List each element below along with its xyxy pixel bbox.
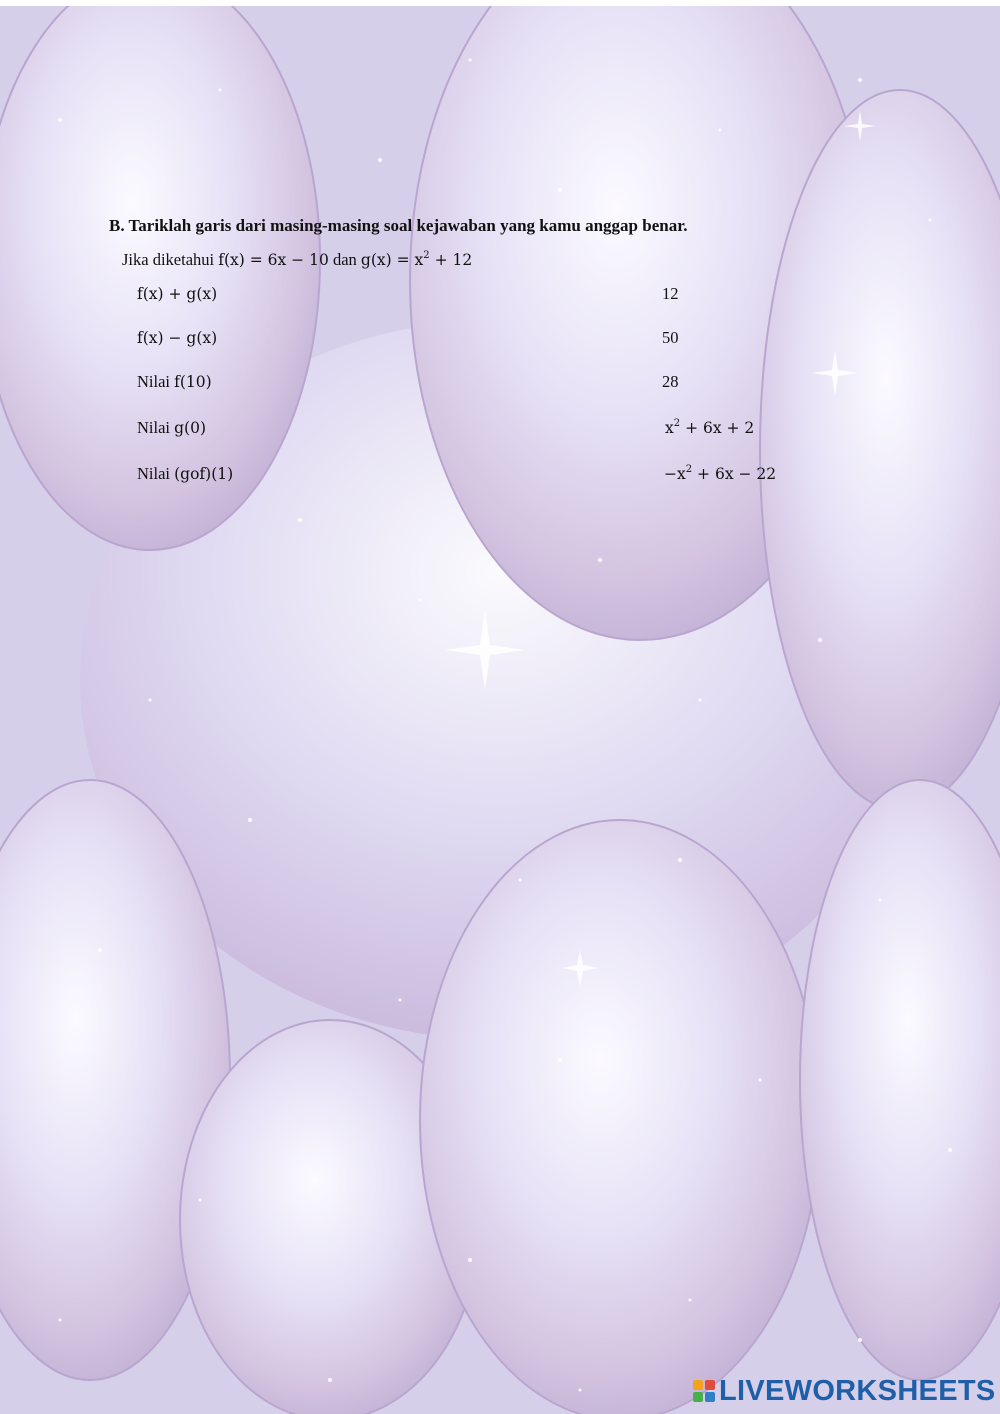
answer-rest: + 6x + 2 [685, 419, 755, 437]
answer-item[interactable] [662, 328, 679, 348]
answer-item[interactable] [665, 418, 754, 437]
section-title: B. Tariklah garis dari masing-masing soal kejawaban yang kamu anggap benar. [109, 216, 688, 235]
g-def-base: g(x) = x [360, 251, 424, 269]
answer-item[interactable] [662, 284, 679, 304]
intro-connector: dan [332, 250, 357, 269]
answer-base: −x [664, 465, 686, 483]
answer-rest: + 6x − 22 [697, 465, 777, 483]
answer-text: 28 [662, 372, 679, 391]
g-def-exponent: 2 [423, 250, 430, 261]
answer-item[interactable] [662, 372, 679, 392]
question-item[interactable] [137, 372, 212, 392]
problem-statement [122, 250, 472, 270]
logo-tile [693, 1380, 703, 1390]
answer-item[interactable] [664, 464, 776, 483]
question-math: g(0) [174, 419, 207, 437]
question-item[interactable] [137, 418, 206, 438]
question-item[interactable] [137, 328, 217, 348]
g-def-rest: + 12 [434, 251, 473, 269]
question-prefix: Nilai [137, 464, 170, 483]
question-item[interactable] [137, 464, 233, 484]
question-math: f(x) − g(x) [137, 329, 218, 347]
logo-tile [705, 1392, 715, 1402]
question-math: f(10) [174, 373, 212, 391]
answer-text: 12 [662, 284, 679, 303]
question-prefix: Nilai [137, 418, 170, 437]
logo-tiles-icon [693, 1380, 715, 1402]
answer-text: 50 [662, 328, 679, 347]
f-definition: f(x) = 6x − 10 [218, 251, 329, 269]
logo-tile [693, 1392, 703, 1402]
question-item[interactable] [137, 284, 217, 304]
answer-exponent: 2 [685, 464, 693, 475]
g-definition [361, 251, 472, 269]
intro-prefix: Jika diketahui [122, 250, 215, 269]
question-math: f(x) + g(x) [137, 285, 218, 303]
liveworksheets-logo [693, 1375, 996, 1407]
answer-base: x [665, 419, 674, 437]
question-math: (gof)(1) [174, 465, 234, 483]
logo-tile [705, 1380, 715, 1390]
logo-text: LIVEWORKSHEETS [719, 1374, 996, 1407]
answer-exponent: 2 [673, 418, 681, 429]
question-prefix: Nilai [137, 372, 170, 391]
